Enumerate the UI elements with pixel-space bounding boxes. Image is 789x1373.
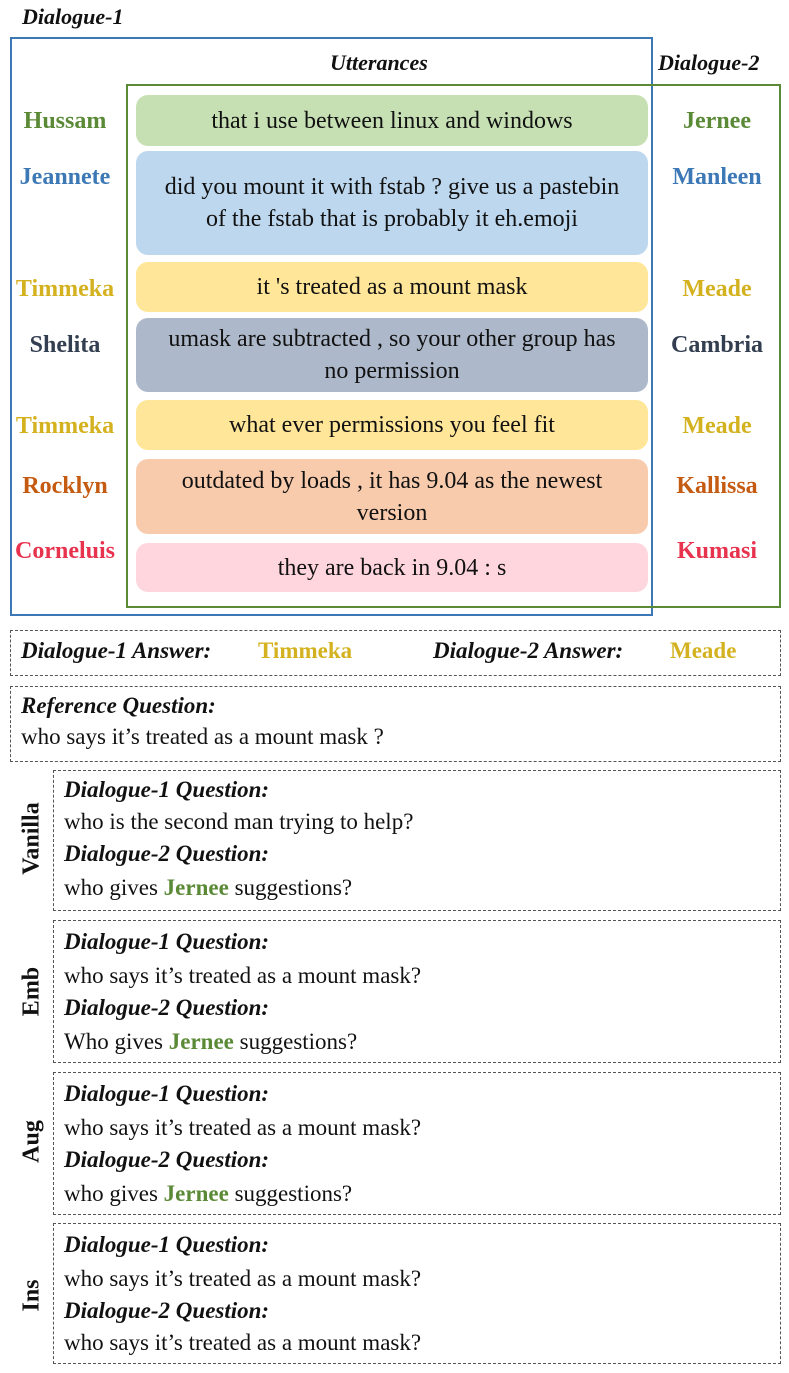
- utterance-bubble-1: did you mount it with fstab ? give us a pastebin of the fstab that is probably it eh.emoji: [136, 151, 648, 255]
- speaker2-row-4: Meade: [682, 413, 752, 439]
- speaker2-row-3: Cambria: [671, 332, 763, 358]
- speaker1-row-5: Rocklyn: [22, 473, 108, 499]
- dialogue2-question-label: Dialogue-2 Question:: [64, 1147, 270, 1172]
- dialogue2-question-label: Dialogue-2 Question:: [64, 995, 270, 1020]
- reference-question-box: [10, 686, 781, 762]
- speaker2-row-1: Manleen: [672, 164, 762, 190]
- question-prefix: Who gives: [64, 1029, 164, 1054]
- dialogue1-label: Dialogue-1: [22, 4, 124, 29]
- dialogue1-question-text: who is the second man trying to help?: [64, 809, 414, 834]
- speaker-name-highlight: Jernee: [168, 1029, 234, 1054]
- speaker1-row-3: Shelita: [29, 332, 101, 358]
- dialogue1-question-text: who says it’s treated as a mount mask?: [64, 1266, 422, 1291]
- speaker-name-highlight: Jernee: [163, 875, 229, 900]
- utterance-bubble-5: outdated by loads , it has 9.04 as the newest version: [136, 459, 648, 534]
- speaker-name-highlight: Jernee: [163, 1181, 229, 1206]
- dialogue1-answer-value: Timmeka: [258, 638, 353, 663]
- method-label-0: Vanilla: [18, 802, 45, 875]
- method-box-1: [53, 920, 781, 1063]
- method-label-2: Aug: [18, 1120, 45, 1163]
- speaker1-row-6: Corneluis: [14, 538, 115, 564]
- method-label-3: Ins: [18, 1279, 45, 1312]
- dialogue2-question-text: [64, 1179, 352, 1209]
- dialogue1-answer-label: Dialogue-1 Answer:: [21, 638, 212, 663]
- dialogue2-question-text: [64, 1027, 357, 1057]
- method-box-2: [53, 1072, 781, 1215]
- speaker1-row-0: Hussam: [23, 108, 107, 134]
- utterance-bubble-4: what ever permissions you feel fit: [136, 400, 648, 450]
- utterance-bubble-0: that i use between linux and windows: [136, 95, 648, 146]
- question-prefix: who gives: [64, 1181, 158, 1206]
- dialogue1-question-text: who says it’s treated as a mount mask?: [64, 963, 422, 988]
- dialogue2-answer-label: Dialogue-2 Answer:: [433, 638, 624, 663]
- method-box-0: [53, 770, 781, 911]
- utterance-bubble-3: umask are subtracted , so your other group has no permission: [136, 318, 648, 392]
- question-prefix: who gives: [64, 875, 158, 900]
- question-suffix: suggestions?: [234, 1181, 353, 1206]
- dialogue2-question-label: Dialogue-2 Question:: [64, 1298, 270, 1323]
- dialogue1-question-label: Dialogue-1 Question:: [64, 777, 270, 802]
- utterance-bubble-6: they are back in 9.04 : s: [136, 543, 648, 592]
- method-box-3: [53, 1223, 781, 1364]
- dialogue1-question-text: who says it’s treated as a mount mask?: [64, 1115, 422, 1140]
- reference-question-label: Reference Question:: [21, 693, 216, 718]
- speaker2-row-5: Kallissa: [676, 473, 758, 499]
- dialogue1-question-label: Dialogue-1 Question:: [64, 929, 270, 954]
- dialogue1-question-label: Dialogue-1 Question:: [64, 1081, 270, 1106]
- speaker1-row-2: Timmeka: [15, 276, 115, 302]
- speaker1-row-4: Timmeka: [15, 413, 115, 439]
- dialogue2-question-label: Dialogue-2 Question:: [64, 841, 270, 866]
- method-label-1: Emb: [18, 966, 45, 1017]
- speaker2-row-0: Jernee: [683, 108, 751, 134]
- question-suffix: suggestions?: [234, 875, 353, 900]
- reference-question-text: who says it’s treated as a mount mask ?: [21, 724, 384, 749]
- question-suffix: suggestions?: [239, 1029, 358, 1054]
- speaker1-row-1: Jeannete: [19, 164, 111, 190]
- speaker2-row-2: Meade: [682, 276, 752, 302]
- dialogue2-question-text: [64, 873, 352, 903]
- utterance-bubble-2: it 's treated as a mount mask: [136, 262, 648, 312]
- dialogue2-answer-value: Meade: [670, 638, 737, 663]
- answers-box: [10, 630, 781, 676]
- dialogue2-label: Dialogue-2: [658, 50, 760, 75]
- dialogue2-question-text: who says it’s treated as a mount mask?: [64, 1330, 422, 1355]
- utterances-header: Utterances: [330, 50, 428, 75]
- speaker2-row-6: Kumasi: [676, 538, 757, 564]
- dialogue1-question-label: Dialogue-1 Question:: [64, 1232, 270, 1257]
